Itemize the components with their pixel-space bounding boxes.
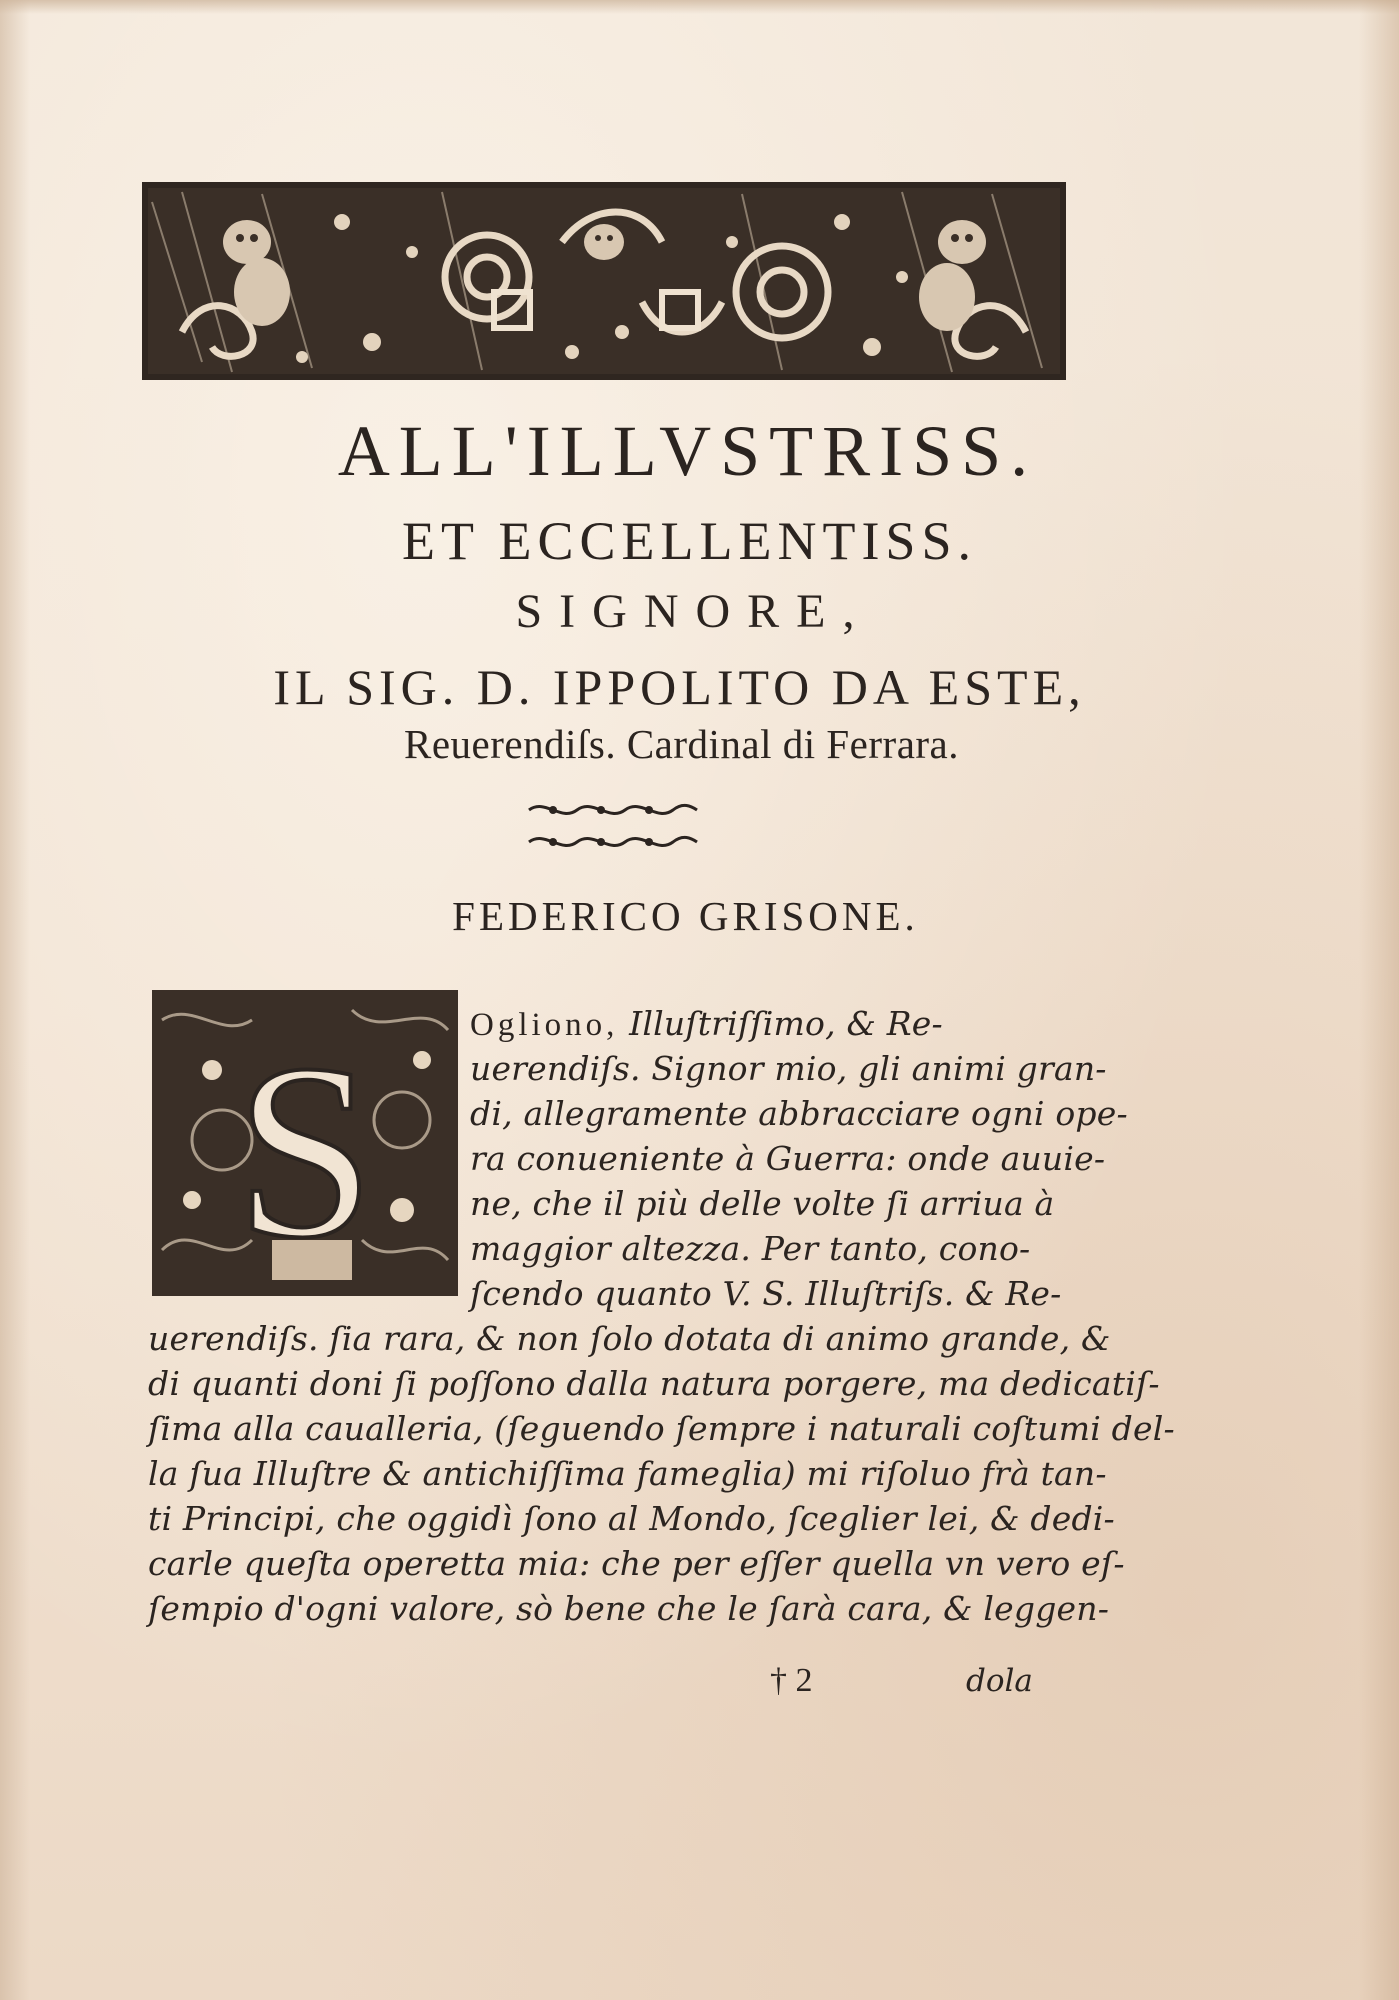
body-line-1 <box>470 1004 943 1044</box>
body-line-7: ſcendo quanto V. S. Illuſtriſs. & Re- <box>470 1274 1062 1313</box>
page-edge-left <box>0 0 30 2000</box>
page-edge-right <box>1359 0 1399 2000</box>
body-line-13: carle queſta operetta mia: che per eſſer quella vn vero eſ- <box>148 1544 1125 1583</box>
body-line-12: ti Principi, che oggidì ſono al Mondo, ſceglier lei, & dedi- <box>148 1499 1115 1538</box>
body-line-9: di quanti doni ſi poſſono dalla natura porgere, ma dedicatiſ- <box>148 1364 1160 1403</box>
body-line-2: uerendiſs. Signor mio, gli animi gran- <box>470 1049 1107 1088</box>
initial-letter-glyph: S <box>235 1013 375 1290</box>
woodcut-headpiece <box>142 182 1066 380</box>
body-line-5: ne, che il più delle volte ſi arriua à <box>470 1184 1055 1223</box>
title-line-3: SIGNORE, <box>515 585 872 638</box>
body-line-1-text: Illuſtriſſimo, & Re- <box>629 1004 943 1043</box>
body-line-11: la ſua Illuſtre & antichiſſima fameglia) mi riſoluo frà tan- <box>148 1454 1107 1493</box>
title-line-5: Reuerendiſs. Cardinal di Ferrara. <box>403 721 959 767</box>
page-edge-top <box>0 0 1399 14</box>
title-line-1: ALL'ILLVSTRISS. <box>337 411 1038 491</box>
body-line-14: ſempio d'ogni valore, sò bene che le ſarà cara, & leggen- <box>148 1589 1110 1628</box>
body-line-8: uerendiſs. ſia rara, & non ſolo dotata di animo grande, & <box>148 1319 1111 1358</box>
catchword: dola <box>966 1663 1033 1699</box>
body-line-10: ſima alla caualleria, (ſeguendo ſempre i naturali coſtumi del- <box>148 1409 1175 1448</box>
author-name: FEDERICO GRISONE. <box>452 893 919 939</box>
title-line-4: IL SIG. D. IPPOLITO DA ESTE, <box>273 659 1086 715</box>
fleuron-ornament <box>525 796 701 858</box>
body-line-6: maggior altezza. Per tanto, cono- <box>470 1229 1031 1268</box>
decorated-initial <box>152 990 458 1296</box>
signature-mark: † 2 <box>770 1662 813 1699</box>
body-line-4: ra conueniente à Guerra: onde auuie- <box>470 1139 1106 1178</box>
title-line-2: ET ECCELLENTISS. <box>402 511 977 571</box>
body-first-word: Ogliono, <box>470 1007 619 1043</box>
body-line-3: di, allegramente abbracciare ogni ope- <box>470 1094 1128 1133</box>
